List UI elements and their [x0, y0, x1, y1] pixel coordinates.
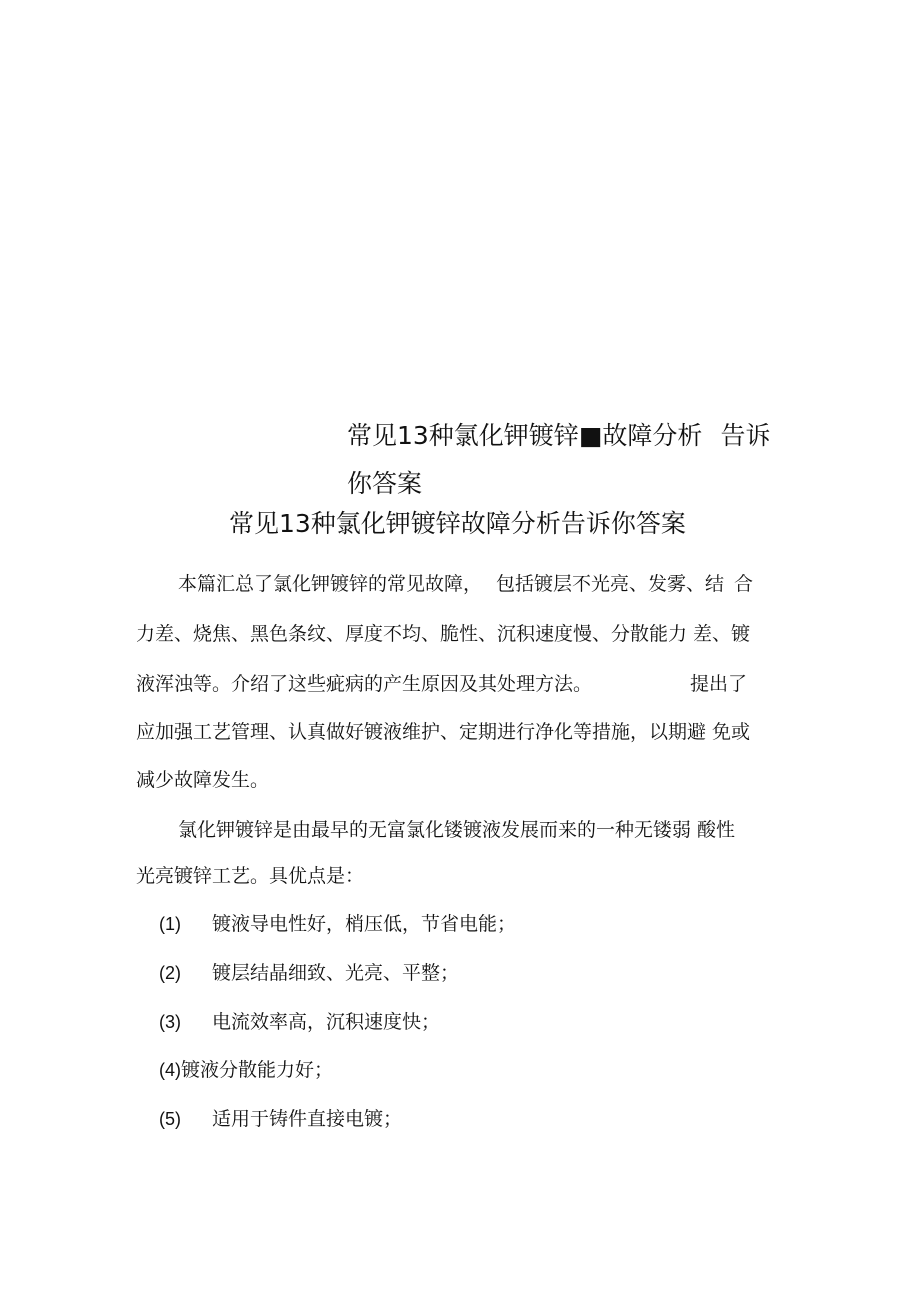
list-item	[159, 959, 459, 987]
document-title	[347, 418, 770, 454]
list-item	[159, 1056, 333, 1084]
list-item-text: 镀液导电性好，梢压低，节省电能；	[212, 913, 517, 935]
paragraph2-line2: 光亮镀锌工艺。具优点是：	[136, 865, 365, 887]
paragraph1-line5: 减少故障发生。	[136, 769, 270, 791]
document-title-line2: 你答案	[347, 469, 423, 498]
list-item-number: (1)	[159, 914, 181, 934]
document-subtitle: 常见13种氯化钾镀锌故障分析告诉你答案	[229, 509, 686, 538]
paragraph2-line1: 氯化钾镀锌是由最早的无富氯化镂镀液发展而来的一种无镂弱 酸性	[178, 819, 736, 841]
list-item	[159, 910, 516, 938]
list-item-text: 镀液分散能力好；	[181, 1059, 334, 1081]
p1-line1-c: 合	[734, 573, 754, 595]
list-item-number: (5)	[159, 1109, 181, 1129]
p1-line1-b: 包括镀层不光亮、发雾、结	[496, 573, 725, 595]
list-item-number: (2)	[159, 963, 181, 983]
list-item	[159, 1008, 440, 1036]
title-line1-part-a: 常见13种氯化钾镀锌■故障分析	[347, 421, 703, 450]
list-item-text: 电流效率高，沉积速度快；	[212, 1011, 441, 1033]
p1-line3-a: 液浑浊等。介绍了这些疵病的产生原因及其处理方法。	[136, 673, 593, 695]
p1-line1-a: 本篇汇总了氯化钾镀锌的常见故障，	[178, 573, 483, 595]
list-item-text: 镀层结晶细致、光亮、平整；	[212, 962, 460, 984]
paragraph1-line2: 力差、烧焦、黑色条纹、厚度不均、脆性、沉积速度慢、分散能力 差、镀	[136, 623, 751, 645]
p1-line3-b: 提出了	[690, 673, 748, 695]
list-item-number: (3)	[159, 1012, 181, 1032]
paragraph1-line1	[178, 570, 753, 598]
list-item-number: (4)	[159, 1060, 181, 1080]
list-item	[159, 1105, 402, 1133]
title-line1-part-b: 告诉	[720, 421, 771, 450]
paragraph1-line3	[136, 670, 747, 698]
paragraph1-line4: 应加强工艺管理、认真做好镀液维护、定期进行净化等措施，以期避 免或	[136, 721, 751, 743]
list-item-text: 适用于铸件直接电镀；	[212, 1108, 403, 1130]
